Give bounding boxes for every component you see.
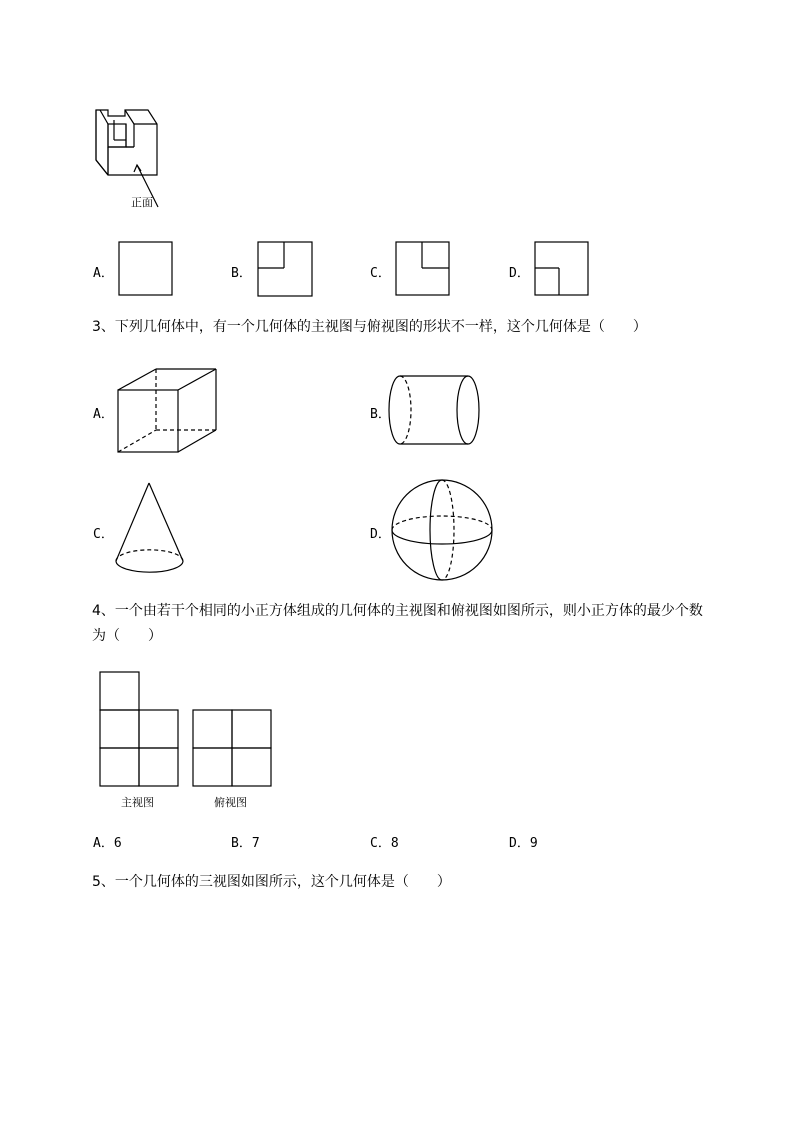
q4-option-b (231, 832, 260, 851)
q4-option-c-letter: C． (370, 836, 391, 851)
q3-option-a-letter: A． (93, 407, 114, 422)
q4-option-b-value: 7 (251, 836, 260, 851)
q4-stem-line1: 4、一个由若干个相同的小正方体组成的几何体的主视图和俯视图如图所示，则小正方体的最少个数 (92, 603, 703, 619)
q3-option-c-letter: C． (93, 527, 114, 542)
q2-option-c-letter: C． (370, 266, 391, 281)
q2-option-a-letter: A． (93, 266, 114, 281)
q4-stem-line2: 为（ ） (92, 628, 162, 644)
q2-option-d-letter: D． (509, 266, 530, 281)
front-view-label: 主视图 (121, 796, 154, 809)
q4-option-b-letter: B． (231, 836, 252, 851)
q4-option-c-value: 8 (390, 836, 399, 851)
q3-stem: 3、下列几何体中，有一个几何体的主视图与俯视图的形状不一样，这个几何体是（ ） (92, 319, 647, 335)
q4-option-a-letter: A． (93, 836, 114, 851)
q5-stem: 5、一个几何体的三视图如图所示，这个几何体是（ ） (92, 874, 451, 890)
q4-option-c (370, 832, 399, 851)
q4-option-a (93, 832, 122, 851)
q2-option-b-letter: B． (231, 266, 252, 281)
q4-option-d (509, 832, 538, 851)
q4-option-d-value: 9 (529, 836, 538, 851)
front-label: 正面 (131, 196, 153, 209)
q3-option-b-letter: B． (370, 407, 391, 422)
q4-option-d-letter: D． (509, 836, 530, 851)
q3-option-d-letter: D． (370, 527, 391, 542)
q4-option-a-value: 6 (113, 836, 122, 851)
top-view-label: 俯视图 (214, 796, 247, 809)
